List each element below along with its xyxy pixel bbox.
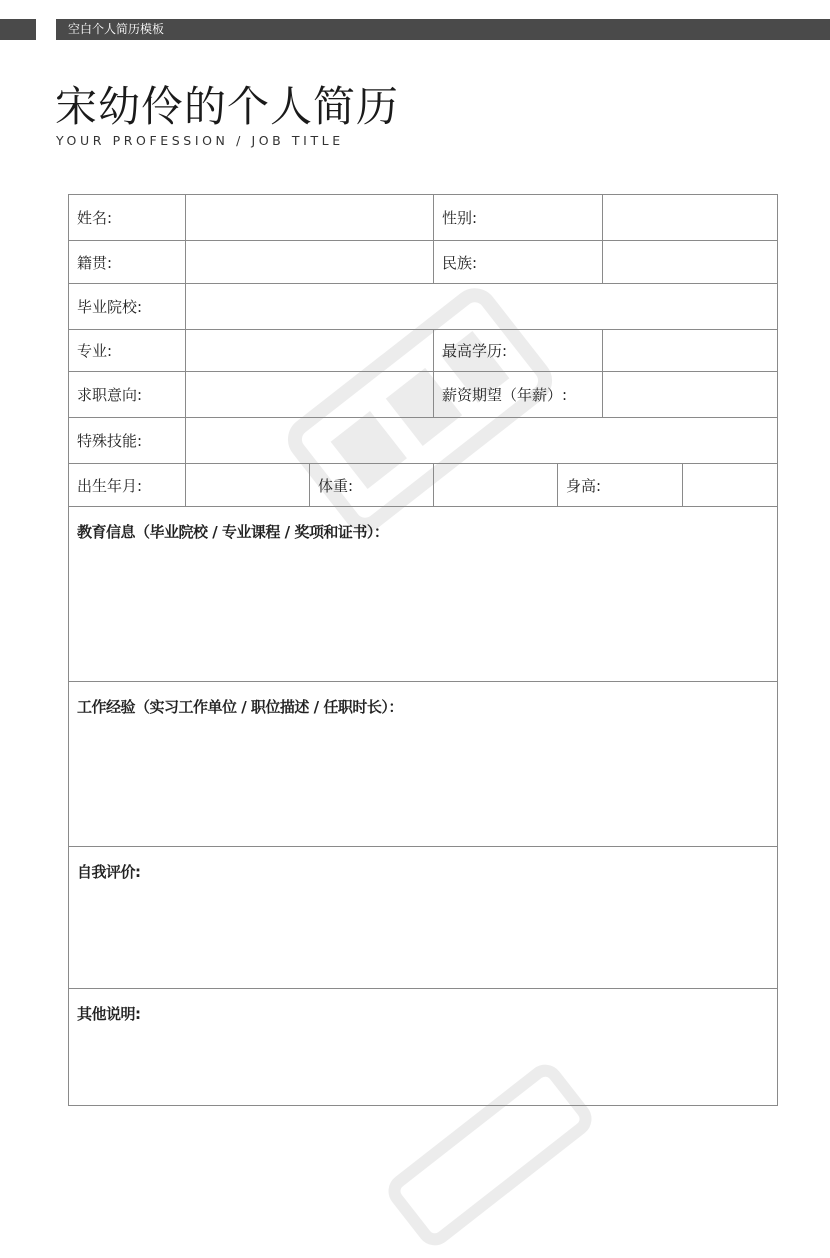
height-field[interactable] (683, 464, 778, 507)
row-skills (69, 418, 778, 464)
row-job-salary (69, 372, 778, 418)
gender-field[interactable] (603, 195, 778, 241)
resume-subtitle: YOUR PROFESSION / JOB TITLE (56, 133, 344, 148)
hometown-label: 籍贯: (69, 241, 186, 284)
weight-field[interactable] (434, 464, 558, 507)
work-experience-section[interactable] (69, 682, 778, 847)
other-notes-heading: 其他说明: (77, 1005, 141, 1023)
row-hometown-ethnicity (69, 241, 778, 284)
header-accent-block (0, 19, 36, 40)
header-band-text: 空白个人简历模板 (68, 22, 165, 36)
row-work-experience (69, 682, 778, 847)
work-experience-heading: 工作经验（实习工作单位 / 职位描述 / 任职时长）： (77, 698, 403, 716)
row-self-evaluation (69, 847, 778, 989)
row-other-notes (69, 989, 778, 1106)
name-field[interactable] (186, 195, 434, 241)
education-field[interactable] (603, 330, 778, 372)
row-school (69, 284, 778, 330)
birth-field[interactable] (186, 464, 310, 507)
major-field[interactable] (186, 330, 434, 372)
row-major-education (69, 330, 778, 372)
salary-label: 薪资期望（年薪）: (434, 372, 603, 418)
other-notes-section[interactable] (69, 989, 778, 1106)
education-info-heading: 教育信息（毕业院校 / 专业课程 / 奖项和证书）： (77, 523, 389, 541)
self-evaluation-section[interactable] (69, 847, 778, 989)
self-evaluation-heading: 自我评价: (77, 863, 141, 881)
ethnicity-field[interactable] (603, 241, 778, 284)
school-label: 毕业院校: (69, 284, 186, 330)
resume-title: 宋幼伶的个人简历 (55, 82, 400, 131)
major-label: 专业: (69, 330, 186, 372)
height-label: 身高: (558, 464, 683, 507)
job-intention-label: 求职意向: (69, 372, 186, 418)
row-name-gender (69, 195, 778, 241)
skills-field[interactable] (186, 418, 778, 464)
hometown-field[interactable] (186, 241, 434, 284)
salary-field[interactable] (603, 372, 778, 418)
education-info-section[interactable] (69, 507, 778, 682)
name-label: 姓名: (69, 195, 186, 241)
education-label: 最高学历: (434, 330, 603, 372)
row-education-info (69, 507, 778, 682)
resume-form-table (68, 194, 778, 1106)
ethnicity-label: 民族: (434, 241, 603, 284)
job-intention-field[interactable] (186, 372, 434, 418)
birth-label: 出生年月: (69, 464, 186, 507)
header-band (56, 19, 830, 40)
skills-label: 特殊技能: (69, 418, 186, 464)
school-field[interactable] (186, 284, 778, 330)
weight-label: 体重: (310, 464, 434, 507)
gender-label: 性别: (434, 195, 603, 241)
row-birth-weight-height (69, 464, 778, 507)
